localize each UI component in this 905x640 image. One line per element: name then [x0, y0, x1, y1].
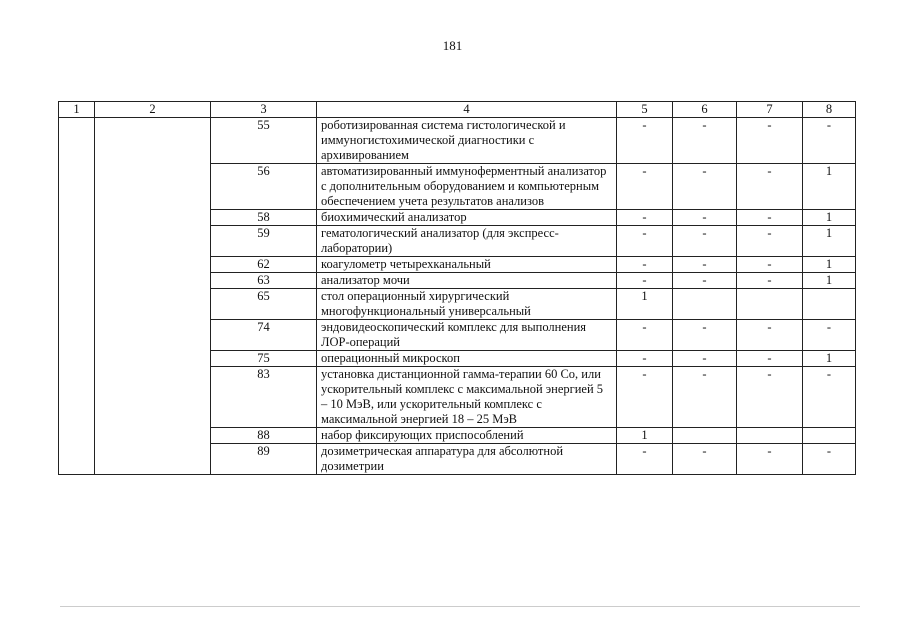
col6-value-cell — [673, 428, 737, 444]
col5-value-cell: - — [617, 164, 673, 210]
row-number-cell: 89 — [211, 444, 317, 475]
row-number-cell: 88 — [211, 428, 317, 444]
col6-value-cell: - — [673, 118, 737, 164]
header-cell: 2 — [95, 102, 211, 118]
equipment-name-cell: биохимический анализатор — [317, 210, 617, 226]
equipment-name-cell: эндовидеоскопический комплекс для выполнения ЛОР-операций — [317, 320, 617, 351]
col8-value-cell: - — [803, 118, 856, 164]
row-number-cell: 83 — [211, 367, 317, 428]
equipment-name-cell: анализатор мочи — [317, 273, 617, 289]
col8-value-cell: 1 — [803, 210, 856, 226]
col8-value-cell: - — [803, 320, 856, 351]
equipment-name-cell: дозиметрическая аппаратура для абсолютной дозиметрии — [317, 444, 617, 475]
row-number-cell: 58 — [211, 210, 317, 226]
col7-value-cell — [737, 428, 803, 444]
col6-value-cell — [673, 289, 737, 320]
col5-value-cell: - — [617, 351, 673, 367]
col5-value-cell: 1 — [617, 428, 673, 444]
row-number-cell: 63 — [211, 273, 317, 289]
col5-value-cell: - — [617, 226, 673, 257]
row-number-cell: 55 — [211, 118, 317, 164]
col5-value-cell: - — [617, 273, 673, 289]
col7-value-cell: - — [737, 118, 803, 164]
col5-value-cell: - — [617, 257, 673, 273]
page-number: 181 — [442, 38, 463, 53]
header-cell: 3 — [211, 102, 317, 118]
col1-merged-cell — [59, 118, 95, 475]
row-number-cell: 65 — [211, 289, 317, 320]
col5-value-cell: 1 — [617, 289, 673, 320]
equipment-name-cell: автоматизированный иммуноферментный анализатор с дополнительным оборудованием и компьютерным обеспечением учета результатов анализов — [317, 164, 617, 210]
header-cell: 6 — [673, 102, 737, 118]
col6-value-cell: - — [673, 273, 737, 289]
row-number-cell: 75 — [211, 351, 317, 367]
col7-value-cell: - — [737, 367, 803, 428]
col5-value-cell: - — [617, 444, 673, 475]
equipment-name-cell: набор фиксирующих приспособлений — [317, 428, 617, 444]
row-number-cell: 62 — [211, 257, 317, 273]
col5-value-cell: - — [617, 210, 673, 226]
col6-value-cell: - — [673, 164, 737, 210]
col8-value-cell: 1 — [803, 164, 856, 210]
equipment-name-cell: операционный микроскоп — [317, 351, 617, 367]
col7-value-cell: - — [737, 320, 803, 351]
equipment-name-cell: стол операционный хирургический многофункциональный универсальный — [317, 289, 617, 320]
col7-value-cell: - — [737, 257, 803, 273]
col5-value-cell: - — [617, 118, 673, 164]
header-cell: 1 — [59, 102, 95, 118]
col5-value-cell: - — [617, 367, 673, 428]
row-number-cell: 74 — [211, 320, 317, 351]
col6-value-cell: - — [673, 320, 737, 351]
col8-value-cell — [803, 289, 856, 320]
col8-value-cell: 1 — [803, 226, 856, 257]
header-cell: 8 — [803, 102, 856, 118]
col7-value-cell — [737, 289, 803, 320]
col6-value-cell: - — [673, 444, 737, 475]
header-cell: 4 — [317, 102, 617, 118]
table-row — [59, 118, 856, 164]
col6-value-cell: - — [673, 226, 737, 257]
col6-value-cell: - — [673, 351, 737, 367]
row-number-cell: 56 — [211, 164, 317, 210]
equipment-name-cell: роботизированная система гистологической и иммуногистохимической диагностики с архивированием — [317, 118, 617, 164]
col8-value-cell: - — [803, 367, 856, 428]
page-edge-line — [60, 606, 860, 607]
col7-value-cell: - — [737, 226, 803, 257]
col8-value-cell: 1 — [803, 351, 856, 367]
col8-value-cell: - — [803, 444, 856, 475]
equipment-name-cell: гематологический анализатор (для экспресс-лаборатории) — [317, 226, 617, 257]
col6-value-cell: - — [673, 257, 737, 273]
header-cell: 5 — [617, 102, 673, 118]
col8-value-cell — [803, 428, 856, 444]
col7-value-cell: - — [737, 210, 803, 226]
equipment-name-cell: установка дистанционной гамма-терапии 60 Со, или ускорительный комплекс с максимальной энергией 5 – 10 МэВ, или ускорительный комплекс с максимальной энергией 18 – 25 МэВ — [317, 367, 617, 428]
col8-value-cell: 1 — [803, 273, 856, 289]
header-cell: 7 — [737, 102, 803, 118]
col7-value-cell: - — [737, 273, 803, 289]
col8-value-cell: 1 — [803, 257, 856, 273]
header-row — [59, 102, 856, 118]
col6-value-cell: - — [673, 210, 737, 226]
col7-value-cell: - — [737, 351, 803, 367]
row-number-cell: 59 — [211, 226, 317, 257]
col2-merged-cell — [95, 118, 211, 475]
equipment-table — [58, 101, 856, 475]
equipment-name-cell: коагулометр четырехканальный — [317, 257, 617, 273]
col7-value-cell: - — [737, 164, 803, 210]
col6-value-cell: - — [673, 367, 737, 428]
col7-value-cell: - — [737, 444, 803, 475]
col5-value-cell: - — [617, 320, 673, 351]
